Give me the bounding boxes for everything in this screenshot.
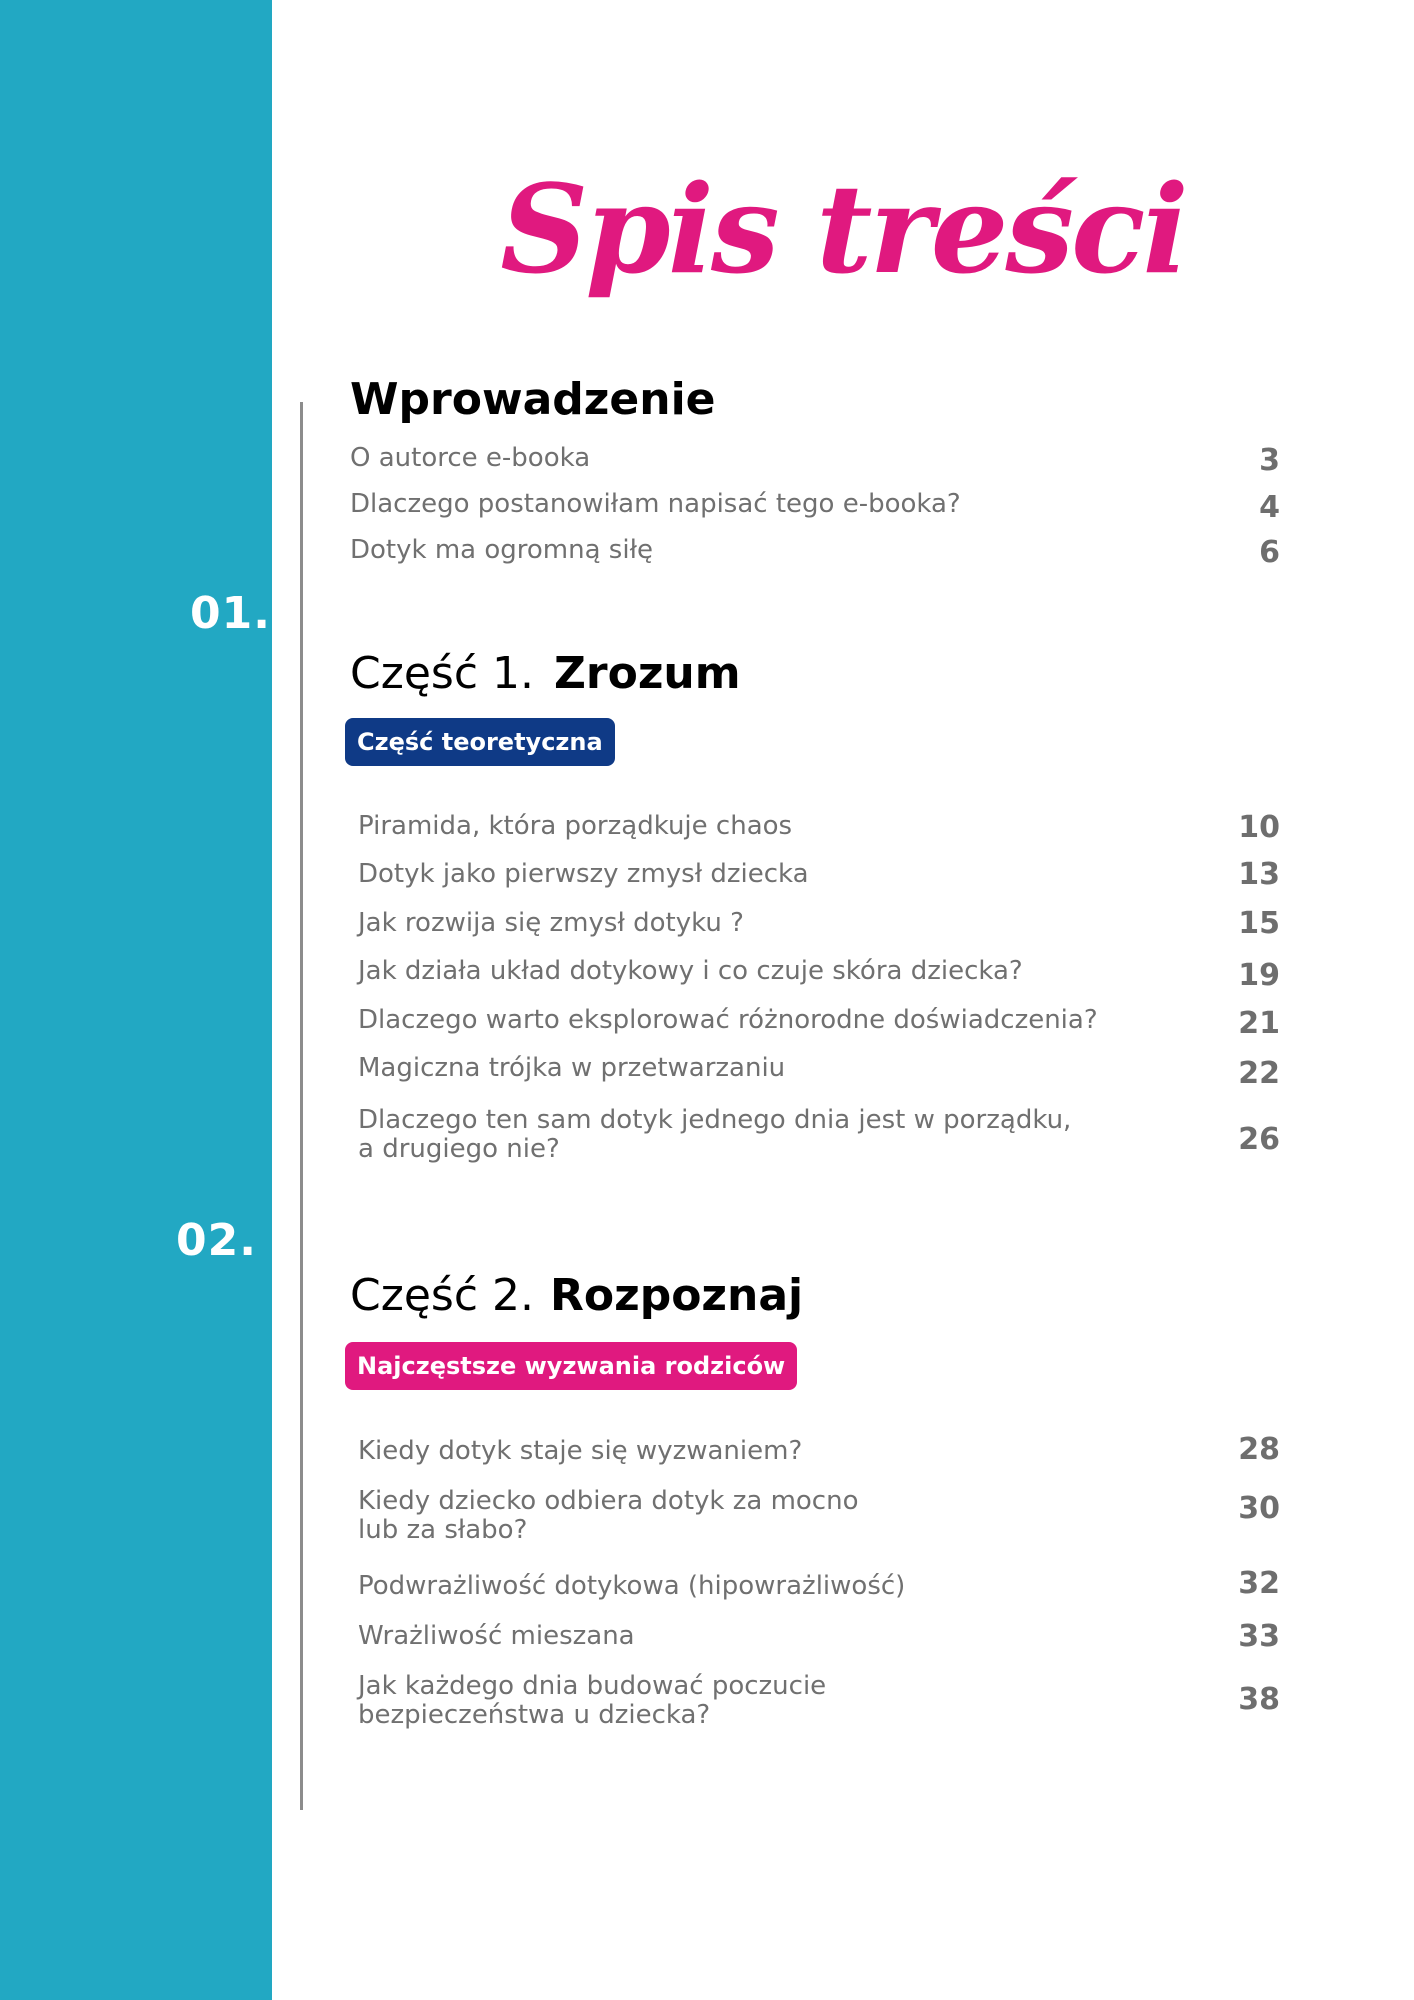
toc-entry-p2-1[interactable]: Kiedy dotyk staje się wyzwaniem? xyxy=(358,1436,803,1466)
toc-entry-intro-1[interactable]: O autorce e-booka xyxy=(350,443,591,473)
section-number-02: 02. xyxy=(176,1215,257,1266)
toc-entry-p2-5[interactable] xyxy=(358,1672,826,1730)
toc-page-p1-1: 10 xyxy=(1238,810,1280,845)
toc-entry-p2-5-line2: bezpieczeństwa u dziecka? xyxy=(358,1700,711,1730)
toc-page-p2-1: 28 xyxy=(1238,1432,1280,1467)
toc-page-p1-3: 15 xyxy=(1238,906,1280,941)
part2-heading-prefix: Część 2. xyxy=(350,1270,534,1321)
toc-page-p1-6: 22 xyxy=(1238,1056,1280,1091)
toc-entry-p2-2-line1: Kiedy dziecko odbiera dotyk za mocno xyxy=(358,1486,859,1516)
toc-page-p2-5: 38 xyxy=(1238,1682,1280,1717)
toc-page-p1-4: 19 xyxy=(1238,958,1280,993)
toc-entry-p2-4[interactable]: Wrażliwość mieszana xyxy=(358,1621,635,1651)
toc-page-p1-5: 21 xyxy=(1238,1006,1280,1041)
section-number-01: 01. xyxy=(190,588,271,639)
toc-page-p2-3: 32 xyxy=(1238,1566,1280,1601)
toc-page-intro-1: 3 xyxy=(1259,443,1280,478)
toc-page-intro-2: 4 xyxy=(1259,490,1280,525)
toc-entry-p1-1[interactable]: Piramida, która porządkuje chaos xyxy=(358,811,793,841)
intro-heading: Wprowadzenie xyxy=(350,374,716,425)
toc-entry-intro-3[interactable]: Dotyk ma ogromną siłę xyxy=(350,535,653,565)
part2-heading-name: Rozpoznaj xyxy=(549,1270,804,1321)
vertical-divider xyxy=(300,402,303,1810)
toc-entry-p1-3[interactable]: Jak rozwija się zmysł dotyku ? xyxy=(358,908,744,938)
part1-heading-name: Zrozum xyxy=(553,648,741,699)
toc-page-p2-2: 30 xyxy=(1238,1491,1280,1526)
toc-page-p1-2: 13 xyxy=(1238,857,1280,892)
toc-entry-p1-7-line2: a drugiego nie? xyxy=(358,1134,560,1164)
page-title: Spis treści xyxy=(500,157,1186,301)
toc-entry-p1-5[interactable]: Dlaczego warto eksplorować różnorodne doświadczenia? xyxy=(358,1005,1098,1035)
toc-entry-p1-2[interactable]: Dotyk jako pierwszy zmysł dziecka xyxy=(358,859,809,889)
sidebar-band xyxy=(0,0,272,2000)
toc-entry-p2-2-line2: lub za słabo? xyxy=(358,1515,528,1545)
toc-page-p2-4: 33 xyxy=(1238,1619,1280,1654)
toc-entry-p2-2[interactable] xyxy=(358,1487,859,1545)
part2-badge: Najczęstsze wyzwania rodziców xyxy=(345,1342,797,1390)
toc-entry-p2-3[interactable]: Podwrażliwość dotykowa (hipowrażliwość) xyxy=(358,1571,906,1601)
part1-heading xyxy=(350,648,741,699)
toc-entry-p2-5-line1: Jak każdego dnia budować poczucie xyxy=(358,1671,827,1701)
part1-badge: Część teoretyczna xyxy=(345,718,615,766)
toc-page-intro-3: 6 xyxy=(1259,535,1280,570)
toc-entry-p1-4[interactable]: Jak działa układ dotykowy i co czuje skóra dziecka? xyxy=(358,956,1023,986)
toc-entry-p1-7-line1: Dlaczego ten sam dotyk jednego dnia jest w porządku, xyxy=(358,1105,1072,1135)
toc-entry-p1-7[interactable] xyxy=(358,1106,1071,1164)
part2-heading xyxy=(350,1270,804,1321)
toc-entry-intro-2[interactable]: Dlaczego postanowiłam napisać tego e-booka? xyxy=(350,489,961,519)
toc-entry-p1-6[interactable]: Magiczna trójka w przetwarzaniu xyxy=(358,1053,786,1083)
toc-page-p1-7: 26 xyxy=(1238,1122,1280,1157)
part1-heading-prefix: Część 1. xyxy=(350,648,534,699)
